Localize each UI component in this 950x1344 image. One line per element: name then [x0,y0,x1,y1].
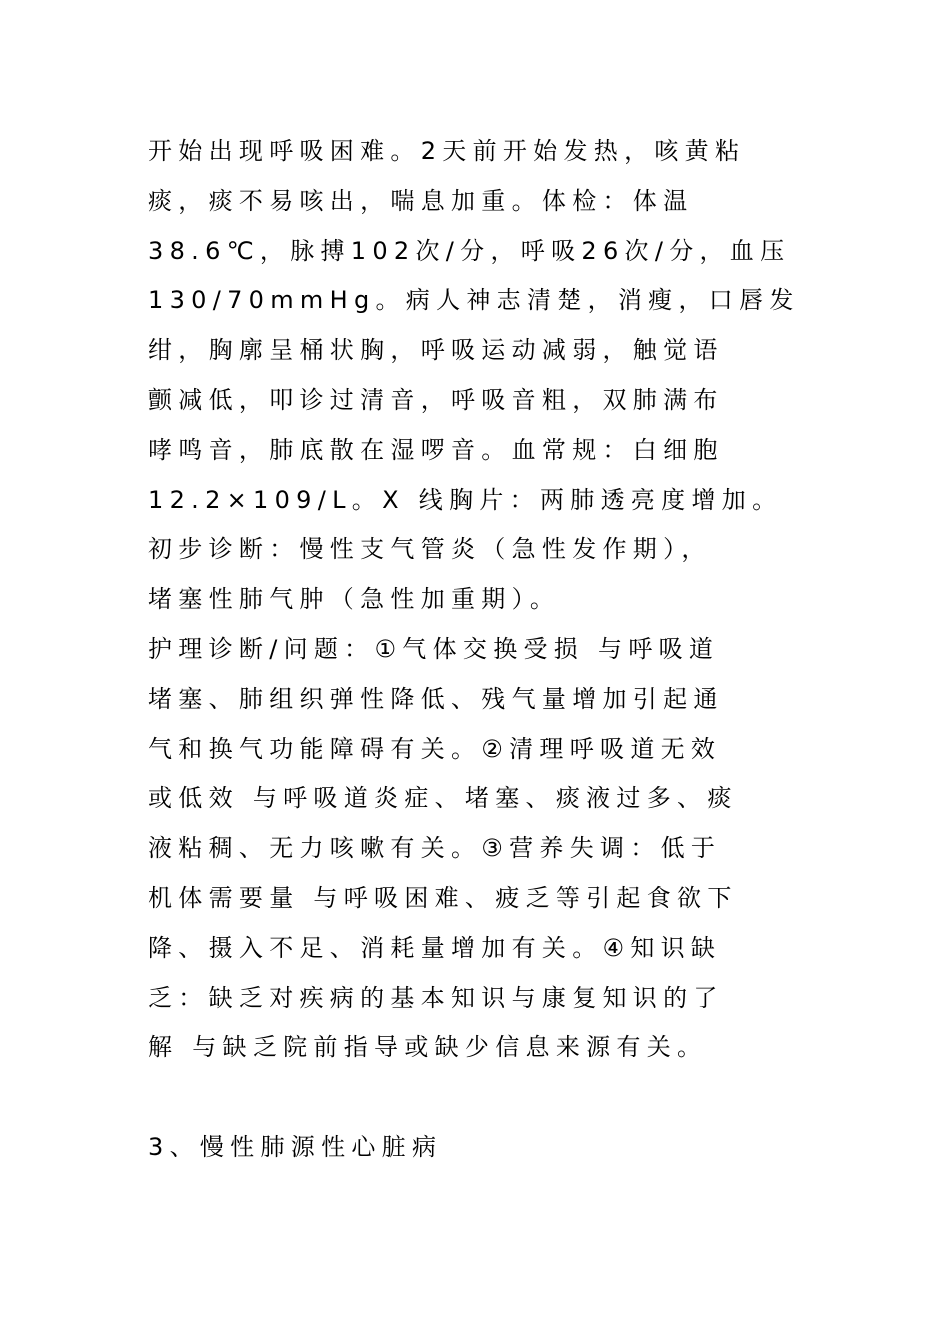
text-line: 痰，痰不易咳出，喘息加重。体检：体温 [148,186,694,215]
text-line: 或低效 与呼吸道炎症、堵塞、痰液过多、痰 [148,784,738,813]
text-line: 130/70mmHg。病人神志清楚，消瘦，口唇发 [148,286,800,315]
text-line: 降、摄入不足、消耗量增加有关。④知识缺 [148,933,722,962]
text-line: 机体需要量 与呼吸困难、疲乏等引起食欲下 [148,883,738,912]
text-line: 开始出现呼吸困难。2天前开始发热，咳黄粘 [148,137,746,165]
text-line: 堵塞、肺组织弹性降低、残气量增加引起通 [148,684,724,713]
section-heading: 3、慢性肺源性心脏病 [148,1132,443,1161]
text-line: 护理诊断/问题：①气体交换受损 与呼吸道 [148,634,720,663]
text-line: 初步诊断：慢性支气管炎（急性发作期）， [148,535,712,564]
document-body [148,127,808,1173]
text-line: 解 与缺乏院前指导或缺少信息来源有关。 [148,1033,708,1062]
text-line: 38.6℃，脉搏102次/分，呼吸26次/分，血压 [148,236,791,265]
text-line: 乏：缺乏对疾病的基本知识与康复知识的了 [148,983,724,1012]
paragraph-gap [148,1073,808,1123]
text-line: 气和换气功能障碍有关。②清理呼吸道无效 [148,734,722,763]
text-line: 颤减低，叩诊过清音，呼吸音粗，双肺满布 [148,385,724,414]
text-line: 12.2×109/L。X 线胸片：两肺透亮度增加。 [148,485,783,514]
text-line: 堵塞性肺气肿（急性加重期）。 [148,585,561,614]
text-line: 哮鸣音，肺底散在湿啰音。血常规：白细胞 [148,435,724,464]
text-line: 液粘稠、无力咳嗽有关。③营养失调：低于 [148,834,722,863]
text-line: 绀，胸廓呈桶状胸，呼吸运动减弱，触觉语 [148,336,724,365]
